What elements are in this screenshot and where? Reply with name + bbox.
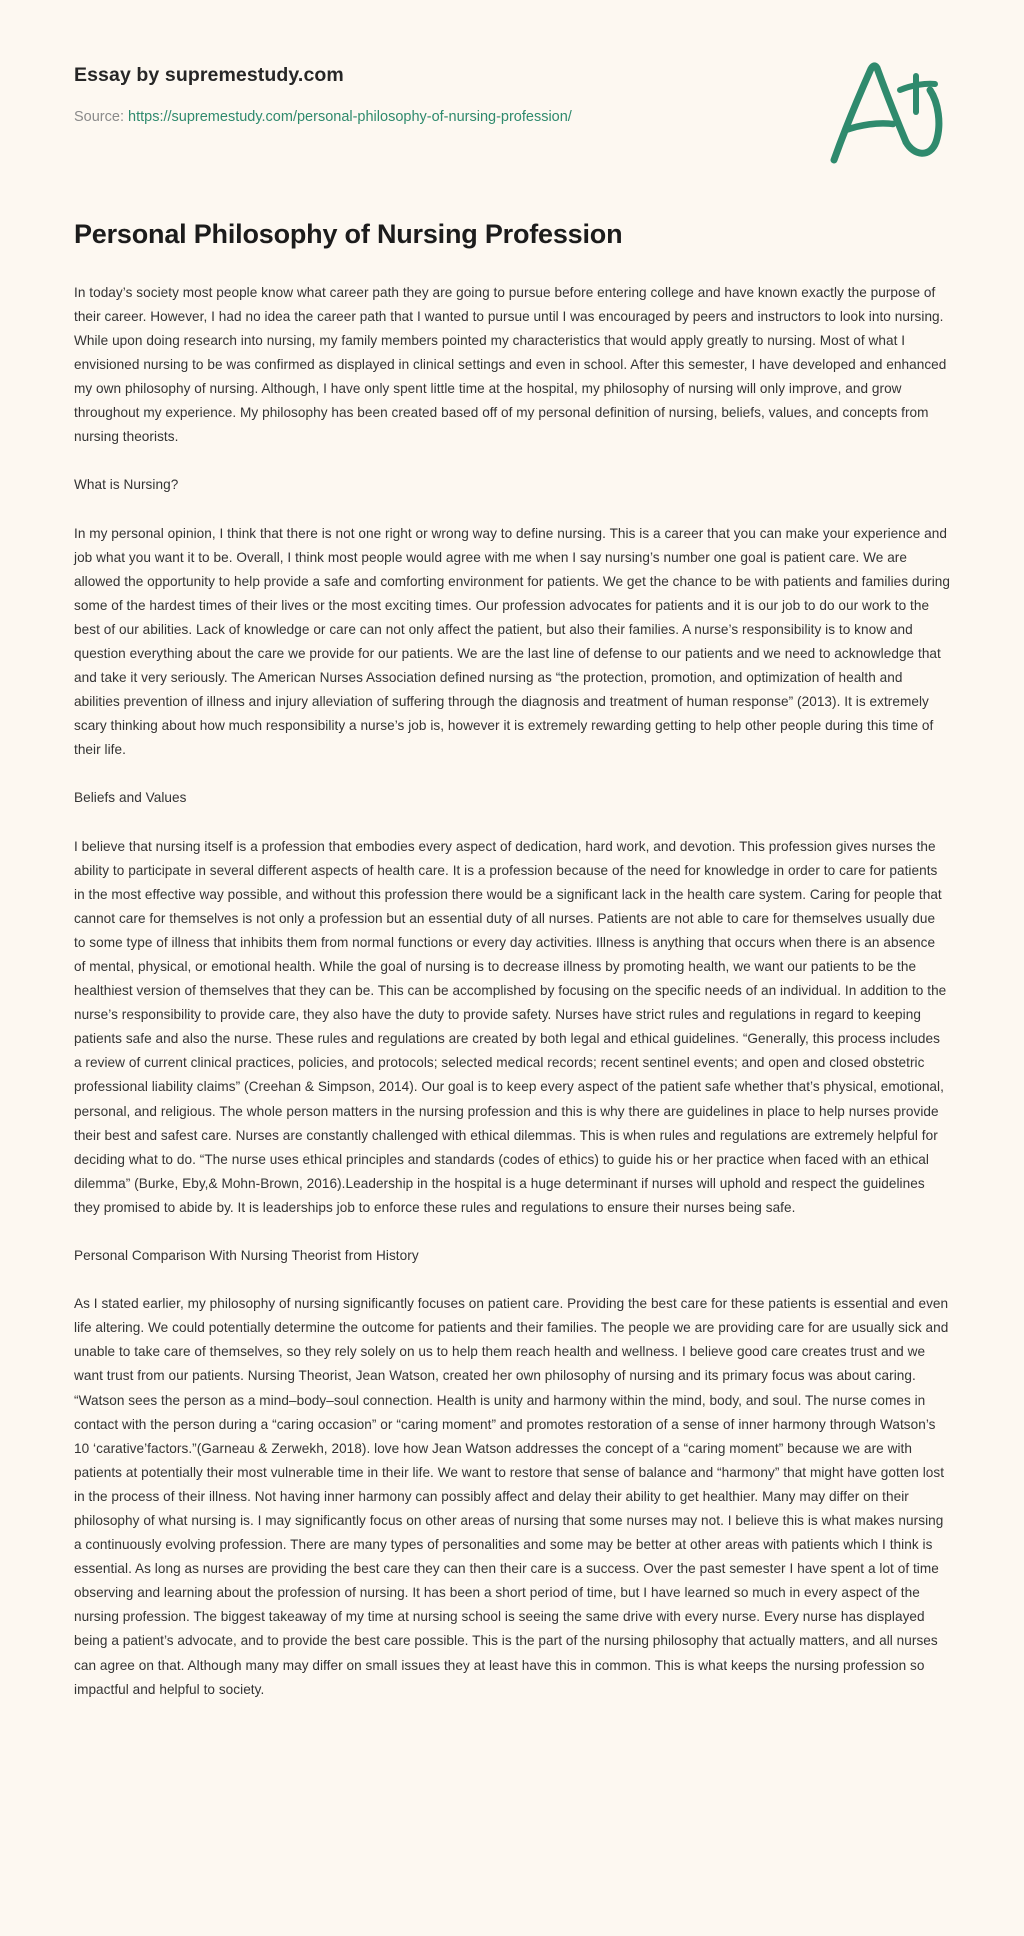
source-url-link[interactable]: https://supremestudy.com/personal-philosophy-of-nursing-profession/ bbox=[128, 109, 572, 126]
article bbox=[0, 218, 1024, 1762]
section-heading: What is Nursing? bbox=[74, 477, 179, 493]
body-paragraph: I believe that nursing itself is a profession that embodies every aspect of dedication, hard work, and devotion. This profession gives nurses the ability to participate in several different aspects of health care. It is a profession because of the need for knowledge in order to care for patients in the most effective way possible, and without this profession there would be a significant lack in the health care system. Caring for people that cannot care for themselves is not only a profession but an essential duty of all nurses. Patients are not able to care for themselves usually due to some type of illness that inhibits them from normal functions or every day activities. Illness is anything that occurs when there is an absence of mental, physical, or emotional health. While the goal of nursing is to decrease illness by promoting health, we want our patients to be the healthiest version of themselves that they can be. This can be accomplished by focusing on the specific needs of an individual. In addition to the nurse’s responsibility to provide care, they also have the duty to provide safety. Nurses have strict rules and regulations in regard to keeping patients safe and also the nurse. These rules and regulations are created by both legal and ethical guidelines. “Generally, this process includes a review of current clinical practices, policies, and protocols; selected medical records; recent sentinel events; and open and closed obstetric professional liability claims” (Creehan & Simpson, 2014). Our goal is to keep every aspect of the patient safe whether that’s physical, emotional, personal, and religious. The whole person matters in the nursing profession and this is why there are guidelines in place to help nurses provide their best and safest care. Nurses are constantly challenged with ethical dilemmas. This is when rules and regulations are extremely helpful for deciding what to do. “The nurse uses ethical principles and standards (codes of ethics) to guide his or her practice when faced with an ethical dilemma” (Burke, Eby,& Mohn-Brown, 2016).Leadership in the hospital is a huge determinant if nurses will uphold and respect the guidelines they promised to abide by. It is leaderships job to enforce these rules and regulations to ensure their nurses being safe. bbox=[74, 838, 947, 1215]
section-heading: Beliefs and Values bbox=[74, 790, 187, 806]
a-plus-logo-icon bbox=[830, 54, 950, 169]
source-label: Source: bbox=[74, 109, 124, 126]
body-paragraph: In today’s society most people know what career path they are going to pursue before entering college and have known exactly the purpose of their career. However, I had no idea the career path that I wanted to pursue until I was encouraged by peers and instructors to look into nursing. While upon doing research into nursing, my family members pointed my characteristics that would apply greatly to nursing. Most of what I envisioned nursing to be was confirmed as displayed in clinical settings and even in school. After this semester, I have developed and enhanced my own philosophy of nursing. Although, I have only spent little time at the hospital, my philosophy of nursing will only improve, and grow throughout my experience. My philosophy has been created based off of my personal definition of nursing, beliefs, values, and concepts from nursing theorists. bbox=[74, 284, 947, 445]
body-paragraph: In my personal opinion, I think that there is not one right or wrong way to define nursing. This is a career that you can make your experience and job what you want it to be. Overall, I think most people would agree with me when I say nursing’s number one goal is patient care. We are allowed the opportunity to help provide a safe and comforting environment for patients. We get the chance to be with patients and families during some of the hardest times of their lives or the most exciting times. Our profession advocates for patients and it is our job to do our work to the best of our abilities. Lack of knowledge or care can not only affect the patient, but also their families. A nurse’s responsibility is to know and question everything about the care we provide for our patients. We are the last line of defense to our patients and we need to acknowledge that and take it very seriously. The American Nurses Association defined nursing as “the protection, promotion, and optimization of health and abilities prevention of illness and injury alleviation of suffering through the diagnosis and treatment of human response” (2013). It is extremely scary thinking about how much responsibility a nurse’s job is, however it is extremely rewarding getting to help other people during this time of their life. bbox=[74, 525, 951, 758]
body-paragraph: As I stated earlier, my philosophy of nursing significantly focuses on patient care. Providing the best care for these patients is essential and even life altering. We could potentially determine the outcome for patients and their families. The people we are providing care for are usually sick and unable to take care of themselves, so they rely solely on us to help them reach health and wellness. I believe good care creates trust and we want trust from our patients. Nursing Theorist, Jean Watson, created her own philosophy of nursing and its primary focus was about caring. “Watson sees the person as a mind–body–soul connection. Health is unity and harmony within the mind, body, and soul. The nurse comes in contact with the person during a “caring occasion” or “caring moment” and promotes restoration of a sense of inner harmony through Watson’s 10 ‘carative’factors.”(Garneau & Zerwekh, 2018). love how Jean Watson addresses the concept of a “caring moment” because we are with patients at potentially their most vulnerable time in their life. We want to restore that sense of balance and “harmony” that might have gotten lost in the process of their illness. Not having inner harmony can possibly affect and delay their ability to get healthier. Many may differ on their philosophy of what nursing is. I may significantly focus on other areas of nursing that some nurses may not. I believe this is what makes nursing a continuously evolving profession. There are many types of personalities and some may be better at other areas with patients which I think is essential. As long as nurses are providing the best care they can then their care is a success. Over the past semester I have spent a lot of time observing and learning about the profession of nursing. It has been a short period of time, but I have learned so much in every aspect of the nursing profession. The biggest takeaway of my time at nursing school is seeing the same drive with every nurse. Every nurse has displayed being a patient’s advocate, and to provide the best care possible. This is the part of the nursing philosophy that actually matters, and all nurses can agree on that. Although many may differ on small issues they at least have this in common. This is what keeps the nursing profession so impactful and helpful to society. bbox=[74, 1296, 949, 1697]
page-title: Personal Philosophy of Nursing Profession bbox=[74, 219, 623, 249]
section-heading: Personal Comparison With Nursing Theorist from History bbox=[74, 1248, 419, 1264]
article-body bbox=[74, 281, 950, 1702]
source-line bbox=[74, 109, 950, 126]
site-header bbox=[0, 0, 1024, 185]
brand-title: Essay by supremestudy.com bbox=[74, 64, 344, 86]
